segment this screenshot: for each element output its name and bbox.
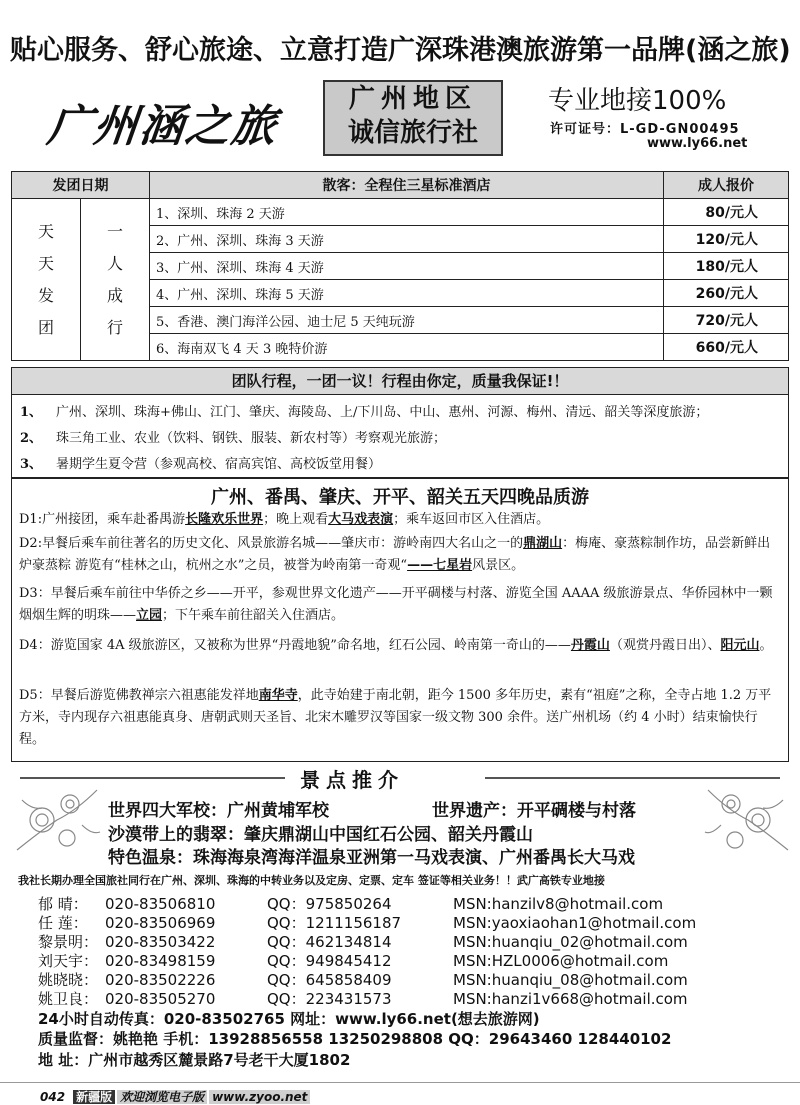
route-price: 260/元人: [664, 280, 789, 307]
tour-title: 广州、番禺、肇庆、开平、韶关五天四晚品质游: [211, 487, 589, 508]
contact-row: [38, 931, 688, 952]
floral-ornament-right-icon: [703, 780, 793, 858]
business-notice: 我社长期办理全国旅社同行在广州、深圳、珠海的中转业务以及定房、定票、定车 签证等相关业务！！武广高铁专业地接: [18, 874, 605, 887]
day-3: D3：早餐后乘车前往中华侨之乡——开平，参观世界文化遗产——开平碉楼与村落、游览全国 AAAA 级旅游景点、华侨园林中一颗烟烟生辉的明珠——立园；下午乘车前往韶关入住酒店。: [19, 586, 773, 623]
divider-right: [485, 777, 780, 779]
header-slogan: 贴心服务、舒心旅途、立意打造广深珠港澳旅游第一品牌(涵之旅): [10, 35, 791, 66]
page-footer: [40, 1088, 310, 1105]
spot-highlight: 立园: [136, 608, 163, 623]
team-items-box: [11, 394, 789, 478]
route-price: 80/元人: [664, 199, 789, 226]
col-depart-date: 发团日期: [12, 172, 150, 199]
contact-msn: MSN:huanqiu_08@hotmail.com: [453, 971, 688, 989]
depart-column: [12, 199, 81, 361]
contact-name: 郁 晴：: [38, 895, 88, 913]
website-link[interactable]: www.ly66.net: [647, 136, 748, 151]
attractions-title: 景点推介: [300, 768, 404, 792]
route-name: 4、广州、深圳、珠海 5 天游: [150, 280, 664, 307]
group-char: 人: [106, 253, 123, 273]
contact-msn: MSN:huanqiu_02@hotmail.com: [453, 933, 688, 951]
item-number: 3、: [20, 457, 43, 472]
contact-row: [38, 988, 688, 1009]
contact-qq: QQ：223431573: [267, 990, 392, 1008]
route-price: 120/元人: [664, 226, 789, 253]
depart-char: 天: [37, 253, 54, 273]
group-char: 成: [106, 285, 123, 305]
attraction-line: 沙漠带上的翡翠：肇庆鼎湖山中国红石公园、韶关丹霞山: [108, 825, 533, 845]
tour-itinerary: [11, 478, 789, 762]
route-price: 180/元人: [664, 253, 789, 280]
route-price: 720/元人: [664, 307, 789, 334]
badge-line-1: 广州地区: [348, 84, 477, 114]
contact-qq: QQ：1211156187: [267, 914, 402, 932]
contact-row: [38, 950, 668, 971]
depart-char: 天: [37, 221, 54, 241]
contact-row: [38, 969, 688, 990]
day-1: D1:广州接团，乘车赴番禺游长隆欢乐世界；晚上观看大马戏表演；乘车返回市区入住酒店。: [19, 512, 550, 527]
route-name: 3、广州、深圳、珠海 4 天游: [150, 253, 664, 280]
contact-row: [38, 893, 663, 914]
footer-note: 欢迎浏览电子版: [117, 1090, 207, 1104]
page-number: 042: [40, 1090, 66, 1104]
spot-highlight: 丹霞山: [570, 638, 610, 653]
quality-line: 质量监督：姚艳艳 手机：13928856558 13250298808 QQ：29643460 128440102: [38, 1030, 672, 1048]
price-table: [11, 171, 789, 361]
spot-highlight: 阳元山: [720, 638, 760, 653]
spot-highlight: 南华寺: [258, 688, 298, 703]
divider-left: [20, 777, 285, 779]
contact-tel: 020-83503422: [105, 933, 216, 951]
spot-highlight: 长隆欢乐世界: [185, 512, 264, 527]
item-text: 广州、深圳、珠海+佛山、江门、肇庆、海陵岛、上/下川岛、中山、惠州、河源、梅州、清远、韶关等深度旅游；: [56, 405, 709, 420]
pro-text: 专业地接100%: [548, 86, 727, 116]
group-char: 一: [106, 221, 123, 241]
list-item: [20, 453, 381, 472]
contact-qq: QQ：645858409: [267, 971, 392, 989]
license-number: 许可证号：L-GD-GN00495: [550, 122, 740, 137]
day-2: D2:早餐后乘车前往著名的历史文化、风景旅游名城——肇庆市：游岭南四大名山之一的鼎湖山：梅庵、豪蒸粽制作坊，品尝新鲜出炉豪蒸粽 游览有“桂林之山，杭州之水”之员，被誉为岭南第一奇观“——七星岩风景区。: [19, 536, 771, 573]
day-4: D4：游览国家 4A 级旅游区，又被称为世界“丹霞地貌”命名地，红石公园、岭南第一奇山的——丹霞山（观赏丹霞日出）、阳元山。: [19, 638, 773, 653]
item-text: 暑期学生夏令营（参观高校、宿高宾馆、高校饭堂用餐）: [56, 457, 382, 472]
item-number: 1、: [20, 405, 43, 420]
route-name: 5、香港、澳门海洋公园、迪士尼 5 天纯玩游: [150, 307, 664, 334]
depart-char: 发: [37, 285, 54, 305]
floral-ornament-left-icon: [12, 780, 102, 858]
table-row: [12, 199, 789, 226]
route-name: 2、广州、深圳、珠海 3 天游: [150, 226, 664, 253]
contact-msn: MSN:HZL0006@hotmail.com: [453, 952, 669, 970]
edition-tag: 新疆版: [73, 1090, 115, 1104]
spot-highlight: 鼎湖山: [523, 536, 563, 551]
route-name: 6、海南双飞 4 天 3 晚特价游: [150, 334, 664, 361]
contact-row: [38, 912, 696, 933]
contact-qq: QQ：949845412: [267, 952, 392, 970]
contact-tel: 020-83506810: [105, 895, 216, 913]
contact-name: 任 莲：: [38, 914, 88, 932]
day-5: D5：早餐后游览佛教禅宗六祖惠能发祥地南华寺，此寺始建于南北朝，距今 1500 多年历史，素有“祖庭”之称，全寺占地 1.2 万平方米，寺内现存六祖惠能真身、唐朝武则天圣旨、北宋木雕罗汉等国家一级文物 300 余件。送广州机场（约 4 小时）结束愉快行程。: [19, 688, 772, 747]
table-header-row: [12, 172, 789, 199]
col-price: 成人报价: [664, 172, 789, 199]
contact-name: 姚晓晓：: [38, 971, 99, 989]
list-item: [20, 427, 446, 446]
contact-msn: MSN:yaoxiaohan1@hotmail.com: [453, 914, 697, 932]
contact-msn: MSN:hanzi1v668@hotmail.com: [453, 990, 688, 1008]
attraction-line: 世界四大军校：广州黄埔军校: [108, 801, 329, 821]
footer-url[interactable]: www.zyoo.net: [209, 1090, 310, 1104]
item-number: 2、: [20, 431, 43, 446]
item-text: 珠三角工业、农业（饮料、钢铁、服装、新农村等）考察观光旅游；: [56, 431, 447, 446]
contact-qq: QQ：462134814: [267, 933, 392, 951]
badge-line-2: 诚信旅行社: [347, 118, 478, 148]
brand-logo-text: 广州涵之旅: [44, 101, 281, 152]
address-line: 地 址：广州市越秀区麓景路7号老干大厦1802: [38, 1051, 351, 1069]
group-column: [81, 199, 150, 361]
footer-divider: [0, 1082, 800, 1083]
contact-msn: MSN:hanzilv8@hotmail.com: [453, 895, 664, 913]
contact-tel: 020-83505270: [105, 990, 216, 1008]
contact-tel: 020-83502226: [105, 971, 216, 989]
contact-tel: 020-83506969: [105, 914, 216, 932]
contact-qq: QQ：975850264: [267, 895, 392, 913]
depart-char: 团: [37, 317, 54, 337]
credential-badge: [323, 80, 503, 156]
contact-name: 黎景明：: [38, 933, 99, 951]
route-name: 1、深圳、珠海 2 天游: [150, 199, 664, 226]
spot-highlight: 大马戏表演: [328, 512, 394, 527]
route-price: 660/元人: [664, 334, 789, 361]
col-route: 散客：全程住三星标准酒店: [150, 172, 664, 199]
fax-line: 24小时自动传真：020-83502765 网址：www.ly66.net(想去旅游网): [38, 1010, 540, 1028]
spot-highlight: ——七星岩: [407, 558, 473, 573]
contact-tel: 020-83498159: [105, 952, 216, 970]
attraction-line: 世界遗产：开平碉楼与村落: [432, 801, 636, 821]
list-item: [20, 401, 708, 420]
attraction-line: 特色温泉：珠海海泉湾海洋温泉亚洲第一马戏表演、广州番禺长大马戏: [108, 848, 635, 868]
group-char: 行: [106, 317, 123, 337]
team-banner: 团队行程，一团一议！行程由你定，质量我保证!！: [11, 367, 789, 395]
contact-name: 刘天宇：: [38, 952, 99, 970]
contact-name: 姚卫良：: [38, 990, 99, 1008]
